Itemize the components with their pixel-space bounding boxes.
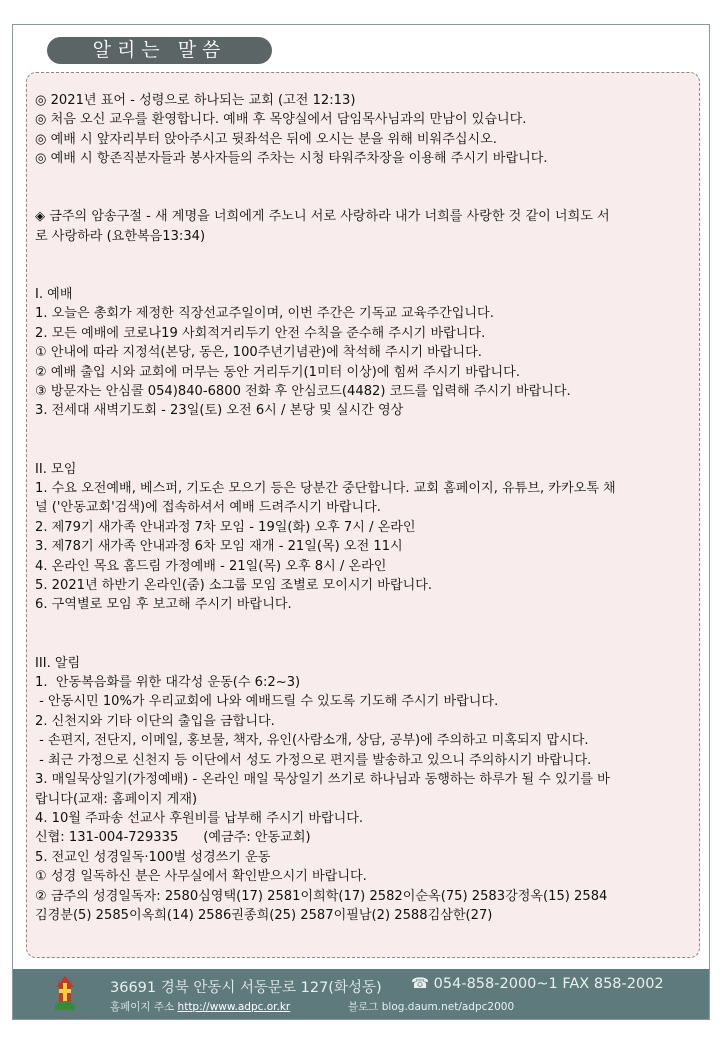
homepage-label: 홈페이지 주소 xyxy=(110,1001,175,1013)
notice-line: 신협: 131-004-729335 (예금주: 안동교회) xyxy=(35,830,311,846)
blank-line xyxy=(35,266,693,285)
footer-blog: 블로그 blog.daum.net/adpc2000 xyxy=(348,1001,515,1013)
blank-line xyxy=(35,188,693,207)
blank-line xyxy=(35,615,693,634)
notice-line: - 최근 가정으로 신천지 등 이단에서 성도 가정으로 편지를 발송하고 있으니 주의하시기 바랍니다. xyxy=(35,752,592,768)
notice-line: 6. 구역별로 모임 후 보고해 주시기 바랍니다. xyxy=(35,597,292,613)
notice-line: I. 예배 xyxy=(35,287,73,302)
notice-line: ① 성경 일독하신 분은 사무실에서 확인받으시기 바랍니다. xyxy=(35,869,367,885)
notice-line: ◎ 처음 오신 교우를 환영합니다. 예배 후 목양실에서 담임목사님과의 만남이 있습니다. xyxy=(35,112,527,128)
notice-line: ◎ 예배 시 항존직분자들과 봉사자들의 주차는 시청 타워주차장을 이용해 주시기 바랍니다. xyxy=(35,151,548,167)
homepage-link[interactable]: http://www.adpc.or.kr xyxy=(177,1001,291,1013)
notice-line: III. 알림 xyxy=(35,655,81,671)
notice-line: ③ 방문자는 안심콜 054)840-6800 전화 후 안심코드(4482) 코드를 입력해 주시기 바랍니다. xyxy=(35,384,571,400)
notice-line: 5. 전교인 성경일독·100벌 성경쓰기 운동 xyxy=(35,849,271,865)
notice-line: 랍니다(교재: 홈페이지 게재) xyxy=(35,791,198,807)
notice-line: ② 금주의 성경일독자: 2580심영택(17) 2581이희학(17) 2582이순옥(75) 2583강정옥(15) 2584 xyxy=(35,888,608,904)
notice-content xyxy=(35,91,693,925)
notice-line: 1. 오늘은 총회가 제정한 직장선교주일이며, 이번 주간은 기독교 교육주간입니다. xyxy=(35,306,494,322)
notice-line: 2. 모든 예배에 코로나19 사회적거리두기 안전 수칙을 준수해 주시기 바랍니다. xyxy=(35,325,486,341)
blank-line xyxy=(35,246,693,265)
notice-line: 3. 제78기 새가족 안내과정 6차 모임 재개 - 21일(목) 오전 11시 xyxy=(35,539,403,555)
notice-line: ② 예배 출입 시와 교회에 머무는 동안 거리두기(1미터 이상)에 힘써 주시기 바랍니다. xyxy=(35,364,520,380)
blank-line xyxy=(35,440,693,459)
blank-line xyxy=(35,421,693,440)
notice-line: 널 ('안동교회'검색)에 접속하셔서 예배 드려주시기 바랍니다. xyxy=(35,500,381,516)
blank-line xyxy=(35,169,693,188)
notice-line: 2. 신천지와 기타 이단의 출입을 금합니다. xyxy=(35,713,275,729)
footer-address: 36691 경북 안동시 서동문로 127(화성동) xyxy=(110,980,382,996)
notice-line: - 안동시민 10%가 우리교회에 나와 예배드릴 수 있도록 기도해 주시기 바랍니다. xyxy=(35,694,499,710)
notice-line: II. 모임 xyxy=(35,461,77,477)
notice-line: 로 사랑하라 (요한복음13:34) xyxy=(35,228,206,244)
notice-line: ◎ 2021년 표어 - 성령으로 하나되는 교회 (고전 12:13) xyxy=(35,93,356,108)
notice-line: ◎ 예배 시 앞자리부터 앉아주시고 뒷좌석은 뒤에 오시는 분을 위해 비워주십시오. xyxy=(35,131,497,147)
notice-line: 5. 2021년 하반기 온라인(줌) 소그룹 모임 조별로 모이시기 바랍니다. xyxy=(35,578,433,594)
notice-line: 4. 10월 주파송 선교사 후원비를 납부해 주시기 바랍니다. xyxy=(35,810,364,826)
notice-line: ◈ 금주의 암송구절 - 새 계명을 너희에게 주노니 서로 사랑하라 내가 너희를 사랑한 것 같이 너희도 서 xyxy=(35,209,610,225)
notice-line: 김경분(5) 2585이옥희(14) 2586권종희(25) 2587이필남(2) 2588김삼한(27) xyxy=(35,907,493,923)
notice-line: 1. 수요 오전예배, 베스퍼, 기도손 모으기 등은 당분간 중단합니다. 교회 홈페이지, 유튜브, 카카오톡 채 xyxy=(35,481,616,497)
footer-phone: ☎ 054-858-2000~1 FAX 858-2002 xyxy=(411,976,664,992)
footer-homepage xyxy=(110,999,290,1014)
notice-line: - 손편지, 전단지, 이메일, 홍보물, 책자, 유인(사람소개, 상담, 공부)에 주의하고 미혹되지 맙시다. xyxy=(35,733,589,749)
notice-line: 4. 온라인 목요 홈드림 가정예배 - 21일(목) 오후 8시 / 온라인 xyxy=(35,558,387,574)
notice-line: 2. 제79기 새가족 안내과정 7차 모임 - 19일(화) 오후 7시 / 온라인 xyxy=(35,519,416,535)
footer xyxy=(13,969,709,1019)
notice-line: ① 안내에 따라 지정석(본당, 동은, 100주년기념관)에 착석해 주시기 바랍니다. xyxy=(35,345,482,361)
notice-line: 3. 매일묵상일기(가정예배) - 온라인 매일 묵상일기 쓰기로 하나님과 동행하는 하루가 될 수 있기를 바 xyxy=(35,772,610,788)
notice-line: 3. 전세대 새벽기도회 - 23일(토) 오전 6시 / 본당 및 실시간 영상 xyxy=(35,403,404,419)
blank-line xyxy=(35,634,693,653)
page-title: 알리는 말씀 xyxy=(47,37,272,64)
notice-line: 1. 안동복음화를 위한 대각성 운동(수 6:2~3) xyxy=(35,675,301,691)
church-logo-icon xyxy=(53,975,77,1011)
